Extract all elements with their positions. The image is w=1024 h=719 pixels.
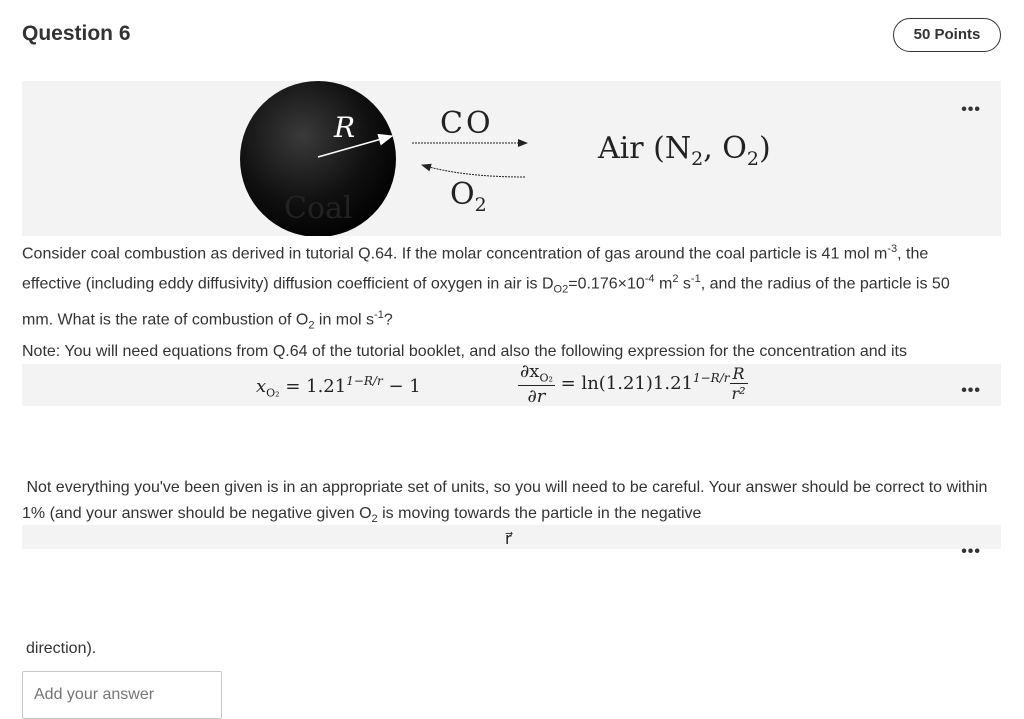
coal-diagram: [22, 81, 1001, 236]
equations-more-icon[interactable]: •••: [961, 382, 981, 399]
figure-panel: [22, 81, 1001, 236]
points-badge: 50 Points: [893, 18, 1001, 52]
radius-label: R: [334, 111, 356, 144]
question-text: Consider coal combustion as derived in tutorial Q.64. If the molar concentration of gas around the coal particle is 41 mol $m^{-3}$, the effective (including eddy diffusivity) diffusion coefficient of oxygen in air is $D_{O2}=0.176\times 10^{-4}$ $m^2$ $s^{-1}$, and the radius of the particle is 50 mm. What is the rate of combustion of $O_2$ in mol $s^{-1}$? Note: You will need equations from Q.64 of the tutorial booklet, and also the following expression for the concentration and its: [22, 237, 984, 390]
answer-input[interactable]: [22, 671, 222, 719]
equations-panel: [22, 364, 1001, 406]
question-title: Question 6: [22, 22, 131, 45]
o2-arrow: [422, 165, 525, 177]
concentration-equation: $x_{O_2} = 1.21^{1-R/r} - 1$: [256, 374, 421, 400]
r-vector-symbol: r⃗: [505, 529, 512, 548]
note-text: Note: You will need equations from Q.64 of the tutorial booklet, and also the following expression for the concentration and its: [22, 342, 907, 360]
figure-more-icon[interactable]: •••: [961, 101, 981, 118]
co-label: CO: [440, 106, 494, 141]
direction-text: direction).: [26, 640, 97, 657]
instruction-text: Not everything you've been given is in an appropriate set of units, so you will need to be careful. Your answer should be correct to within 1% (and your answer should be negative given $O_2$ is moving towards the particle in the negative: [22, 479, 988, 525]
o2-label: $O_2$: [450, 177, 487, 216]
vector-more-icon[interactable]: •••: [961, 543, 981, 560]
air-label: Air ($N_2$, $O_2$): [598, 131, 771, 170]
coal-label: Coal: [284, 191, 353, 226]
derivative-equation: $\frac{\partial x_{O_2}}{\partial r}$ = $\ln(1.21)1.21^{1-R/r}$ $\frac{R}{\text{r²}}$: [520, 361, 746, 407]
